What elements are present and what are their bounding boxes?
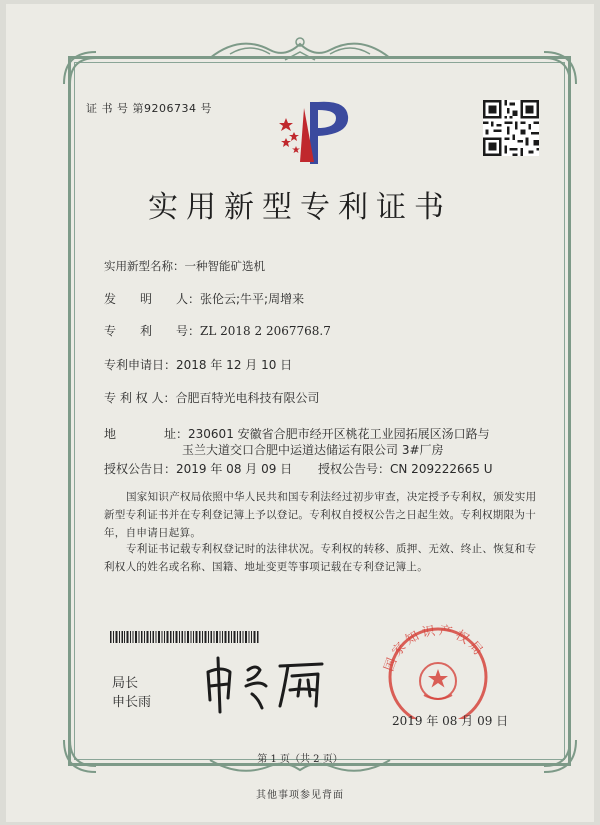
top-ornament-icon <box>200 30 400 64</box>
filing-date-row <box>104 356 292 373</box>
patentee-label: 专 利 权 人： <box>104 391 176 405</box>
grant-statement-paragraph: 国家知识产权局依照中华人民共和国专利法经过初步审查，决定授予专利权，颁发实用新型专利证书并在专利登记簿上予以登记。专利权自授权公告之日起生效。专利权期限为十年，自申请日起算。 <box>104 491 537 539</box>
corner-ornament-icon <box>540 48 580 88</box>
legal-status-paragraph: 专利证书记载专利权登记时的法律状况。专利权的转移、质押、无效、终止、恢复和专利权人的姓名或名称、国籍、地址变更等事项记载在专利登记簿上。 <box>104 543 537 573</box>
inventor-row <box>104 290 304 307</box>
announcement-date-row <box>104 460 292 477</box>
address-label: 地 址： <box>104 427 189 441</box>
official-seal-icon <box>372 617 504 719</box>
qr-code-icon <box>483 100 539 156</box>
address-row <box>104 425 490 442</box>
announcement-date-label: 授权公告日： <box>104 462 177 476</box>
svg-text:国家知识产权局 <box>382 623 487 674</box>
page-number: 第 1 页（共 2 页） <box>257 754 343 765</box>
announcement-date-value: 2019 年 08 月 09 日 <box>176 462 293 476</box>
inventor-value: 张伦云;牛平;周增来 <box>200 292 305 306</box>
patent-number-value: ZL 2018 2 2067768.7 <box>200 324 331 338</box>
patent-number-row <box>104 322 331 339</box>
filing-date-label: 专利申请日： <box>104 358 177 372</box>
signatory-name: 申长雨 <box>112 695 152 710</box>
seal-date: 2019 年 08 月 09 日 <box>392 714 509 728</box>
footer-note: 其他事项参见背面 <box>256 790 344 801</box>
utility-model-name-label: 实用新型名称： <box>104 259 185 273</box>
corner-ornament-icon <box>60 48 100 88</box>
seal-text: 国家知识产权局 <box>381 623 488 674</box>
inventor-label: 发 明 人： <box>104 292 201 306</box>
address-line-1: 230601 安徽省合肥市经开区桃花工业园拓展区汤口路与 <box>188 427 490 441</box>
filing-date-value: 2018 年 12 月 10 日 <box>176 358 293 372</box>
utility-model-name-value: 一种智能矿选机 <box>184 259 265 273</box>
certificate-title: 实用新型专利证书 <box>148 190 452 225</box>
barcode-icon <box>110 631 260 643</box>
patent-office-logo-icon <box>274 98 354 168</box>
announcement-number-label: 授权公告号： <box>318 462 391 476</box>
announcement-number-value: CN 209222665 U <box>390 462 493 476</box>
patentee-value: 合肥百特光电科技有限公司 <box>175 391 320 405</box>
announcement-number-row <box>318 460 493 477</box>
utility-model-name-row <box>104 258 265 274</box>
signatory-title: 局长 <box>112 676 139 691</box>
certificate-number: 证 书 号 第9206734 号 <box>86 102 212 115</box>
address-line-2: 玉兰大道交口合肥中运道达储运有限公司 3#厂房 <box>182 443 444 457</box>
patentee-row <box>104 389 319 406</box>
patent-number-label: 专 利 号： <box>104 324 201 338</box>
handwritten-signature-icon <box>200 650 330 715</box>
